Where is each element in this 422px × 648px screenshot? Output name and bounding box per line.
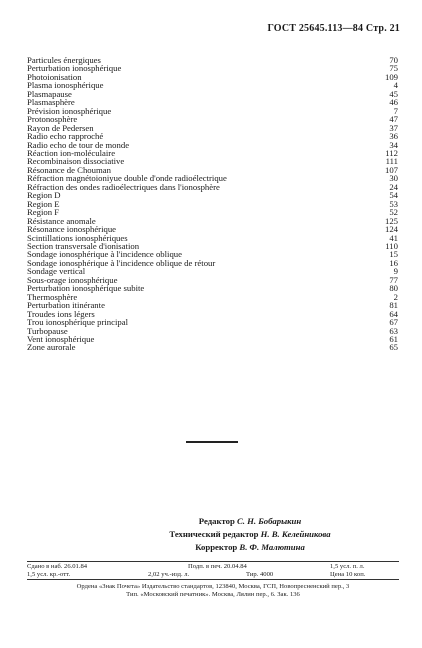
index-term: Réfraction des ondes radioélectriques dans l'ionosphère	[27, 181, 220, 192]
index-term: Region E	[27, 198, 60, 209]
index-term: Sondage ionosphérique à l'incidence oblique	[27, 249, 183, 260]
index-term: Zone aurorale	[27, 342, 76, 353]
index-page-number: 15	[389, 249, 398, 260]
imprint-signed: Подп. в печ. 20.04.84	[188, 563, 247, 570]
index-page-number: 111	[385, 156, 398, 167]
index-page-number: 34	[389, 139, 398, 150]
imprint-rule-bottom	[27, 579, 399, 580]
index-entry	[27, 64, 398, 72]
index-page-number: 7	[393, 105, 398, 116]
index-page-number: 53	[389, 198, 398, 209]
index-term: Troudes ions légers	[27, 308, 95, 319]
credit-name: Н. В. Келейникова	[260, 529, 331, 539]
imprint-pub-sheets: 2,02 уч.-изд. л.	[148, 571, 190, 578]
index-entry	[27, 284, 398, 292]
credit-name: С. Н. Бобарыкин	[236, 516, 302, 526]
index-page-number: 67	[389, 317, 398, 328]
index-term: Plasma ionosphérique	[27, 80, 104, 91]
index-entry	[27, 335, 398, 343]
index-page-number: 81	[389, 300, 398, 311]
credit-editor	[120, 515, 380, 528]
index-term: Particules énergiques	[27, 55, 101, 65]
index-term: Section transversale d'ionisation	[27, 240, 140, 251]
index-page-number: 24	[389, 181, 398, 192]
index-term: Réfraction magnétoioniyue double d'onde radioélectrique	[27, 173, 227, 184]
index-term: Sondage ionosphérique à l'incidence oblique de rétour	[27, 257, 216, 268]
index-term: Region F	[27, 207, 60, 218]
index-entry	[27, 183, 398, 191]
index-page-number: 77	[389, 274, 398, 285]
credit-role: Технический редактор	[169, 529, 259, 539]
index-term: Perturbation itinérante	[27, 300, 105, 311]
index-term: Photoionisation	[27, 71, 82, 82]
credit-proofreader	[120, 541, 380, 554]
index-page-number: 4	[393, 80, 398, 91]
index-page-number: 2	[393, 291, 398, 302]
index-term: Résonance ionosphérique	[27, 224, 117, 235]
index-term: Plasmasphère	[27, 97, 75, 108]
index-page-number: 36	[389, 131, 398, 142]
index-page-number: 16	[389, 257, 398, 268]
index-page-number: 110	[385, 240, 398, 251]
index-term: Réaction ion-moléculaire	[27, 147, 116, 158]
index-page-number: 75	[389, 63, 398, 74]
index-page-number: 112	[385, 147, 398, 158]
index-page-number: 125	[384, 215, 398, 226]
index-term: Rayon de Pedersen	[27, 122, 94, 133]
index-term: Plasmapause	[27, 88, 72, 99]
index-term: Sondage vertical	[27, 266, 86, 277]
index-term: Thermosphère	[27, 291, 78, 302]
index-page-number: 109	[384, 71, 398, 82]
index-page-number: 41	[389, 232, 398, 243]
index-page-number: 64	[389, 308, 398, 319]
index-entry	[27, 81, 398, 89]
index-page-number: 47	[389, 114, 398, 125]
printer-line: Тип. «Московский печатник». Москва, Лялин пер., 6. Зак. 136	[126, 591, 300, 599]
index-page-number: 124	[384, 224, 398, 235]
index-term: Prévision ionosphérique	[27, 105, 112, 116]
index-page-number: 61	[389, 333, 398, 344]
index-page-number: 30	[389, 173, 398, 184]
credits	[120, 515, 380, 554]
index-entry	[27, 318, 398, 326]
index-term: Recombinaison dissociative	[27, 156, 125, 167]
index-entry	[27, 200, 398, 208]
imprint-sheets: 1,5 усл. п. л.	[330, 563, 365, 570]
index-page-number: 54	[389, 190, 398, 201]
index-page-number: 37	[389, 122, 398, 133]
index-page-number: 46	[389, 97, 398, 108]
index-term: Sous-orage ionosphérique	[27, 274, 118, 285]
index-term: Vent ionosphérique	[27, 333, 95, 344]
index-page-number: 70	[389, 55, 398, 65]
index-term: Perturbation ionosphérique	[27, 63, 122, 74]
index-term: Trou ionosphérique principal	[27, 317, 129, 328]
imprint-price: Цена 10 коп.	[330, 571, 366, 578]
index-page-number: 65	[389, 342, 398, 353]
page-header: ГОСТ 25645.113—84 Стр. 21	[267, 23, 400, 34]
index-page-number: 52	[389, 207, 398, 218]
publisher-footer	[27, 583, 399, 599]
index-term: Scintillations ionosphériques	[27, 232, 128, 243]
index-term: Perturbation ionosphérique subite	[27, 283, 145, 294]
separator-rule	[186, 441, 238, 443]
index-term: Résistance anomale	[27, 215, 96, 226]
index-page-number: 80	[389, 283, 398, 294]
term-index	[27, 56, 398, 352]
publisher-line: Ордена «Знак Почета» Издательство стандартов, 123840, Москва, ГСП, Новопресненский пер., 3	[76, 583, 350, 590]
index-entry	[27, 191, 398, 199]
index-page-number: 107	[384, 164, 398, 175]
imprint-submitted: Сдано в наб. 26.01.84	[27, 563, 88, 570]
credit-role: Корректор	[195, 542, 238, 552]
index-page-number: 9	[393, 266, 398, 277]
index-term: Turbopause	[27, 325, 68, 336]
credit-tech-editor	[120, 528, 380, 541]
credit-role: Редактор	[198, 516, 235, 526]
imprint-rule-top	[27, 561, 399, 562]
index-entry	[27, 90, 398, 98]
index-term: Protonosphère	[27, 114, 78, 125]
index-page-number: 63	[389, 325, 398, 336]
index-term: Region D	[27, 190, 61, 201]
credit-name: В. Ф. Малютина	[239, 542, 305, 552]
index-entry	[27, 107, 398, 115]
index-term: Radio echo de tour de monde	[27, 139, 130, 150]
index-entry	[27, 343, 398, 351]
index-term: Résonance de Chouman	[27, 164, 111, 175]
imprint-print-run: Тир. 4000	[246, 571, 274, 578]
imprint-prints: 1,5 усл. кр.-отт.	[27, 571, 71, 578]
index-term: Radio echo rapproché	[27, 131, 104, 142]
index-page-number: 45	[389, 88, 398, 99]
